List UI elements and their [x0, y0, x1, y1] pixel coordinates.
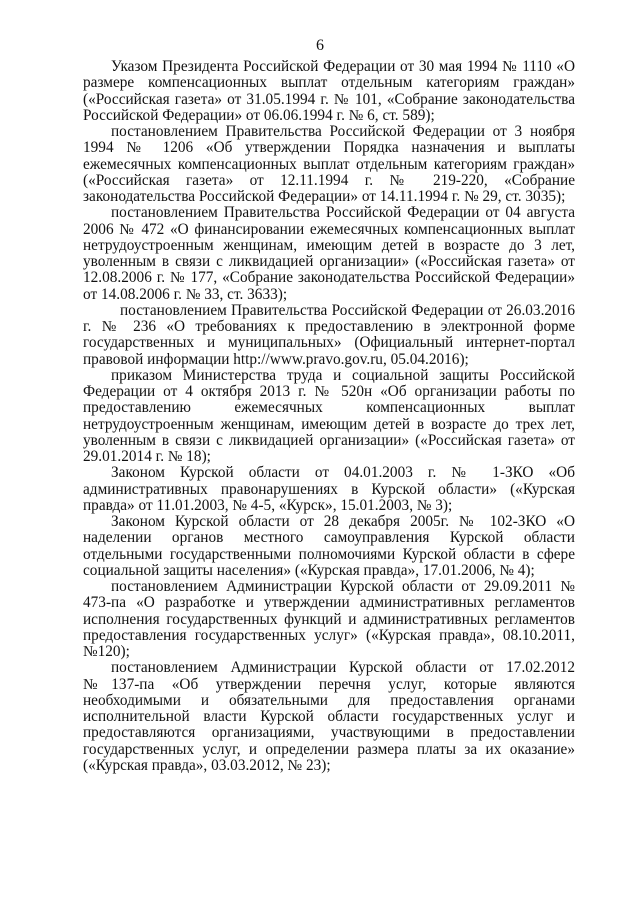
paragraph-government-resolution-472: постановлением Правительства Российской Федерации от 04 августа 2006 № 472 «О финансировании ежемесячных компенсационных выплат нетрудоустроенным женщинам, имеющим детей в возрасте до 3 лет, уволенным в связи с ликвидацией организации» («Российская газета» от 12.08.2006 г. № 177, «Собрание законодательства Российской Федерации» от 14.08.2006 г. № 33, ст. 3633); [83, 204, 575, 303]
paragraph-government-resolution-1206: постановлением Правительства Российской Федерации от 3 ноября 1994 № 1206 «Об утверждении Порядка назначения и выплаты ежемесячных компенсационных выплат отдельным категориям граждан» («Российская газета» от 12.11.1994 г. № 219-220, «Собрание законодательства Российской Федерации» от 14.11.1994 г. № 29, ст. 3035); [83, 123, 575, 205]
paragraph-kursk-resolution-473: постановлением Администрации Курской области от 29.09.2011 № 473-па «О разработке и утверждении административных регламентов исполнения государственных функций и административных регламентов предоставления государственных услуг» («Курская правда», 08.10.2011, №120); [83, 578, 575, 660]
paragraph-presidential-decree: Указом Президента Российской Федерации от 30 мая 1994 № 1110 «О размере компенсационных выплат отдельным категориям граждан» («Российская газета» от 31.05.1994 г. № 101, «Собрание законодательства Российской Федерации» от 06.06.1994 г. № 6, ст. 589); [83, 58, 575, 124]
document-body [83, 59, 575, 774]
page-number: 6 [316, 37, 324, 54]
paragraph-ministry-order-520n: приказом Министерства труда и социальной защиты Российской Федерации от 4 октября 2013 г. № 520н «Об организации работы по предоставлению ежемесячных компенсационных выплат нетрудоустроенным женщинам, имеющим детей в возрасте до трех лет, уволенным в связи с ликвидацией организации» («Российская газета» от 29.01.2014 г. № 18); [83, 366, 575, 465]
paragraph-kursk-law-102-zko: Законом Курской области от 28 декабря 2005г. № 102-ЗКО «О наделении органов местного самоуправления Курской области отдельными государственными полномочиями Курской области в сфере социальной защиты населения» («Курская правда», 17.01.2006, № 4); [83, 513, 575, 579]
paragraph-kursk-law-1-zko: Законом Курской области от 04.01.2003 г. № 1-ЗКО «Об административных правонарушениях в Курской области» («Курская правда» от 11.01.2003, № 4-5, «Курск», 15.01.2003, № 3); [83, 464, 575, 514]
paragraph-government-resolution-236: постановлением Правительства Российской Федерации от 26.03.2016 г. № 236 «О требованиях к предоставлению в электронной форме государственных и муниципальных» (Официальный интернет-портал правовой информации http://www.pravo.gov.ru, 05.04.2016); [83, 301, 575, 368]
paragraph-kursk-resolution-137: постановлением Администрации Курской области от 17.02.2012 №137-па «Об утверждении перечня услуг, которые являются необходимыми и обязательными для предоставления органами исполнительной власти Курской области государственных услуг и предоставляются организациями, участвующими в предоставлении государственных услуг, и определении размера платы за их оказание» («Курская правда», 03.03.2012, № 23); [83, 659, 575, 774]
